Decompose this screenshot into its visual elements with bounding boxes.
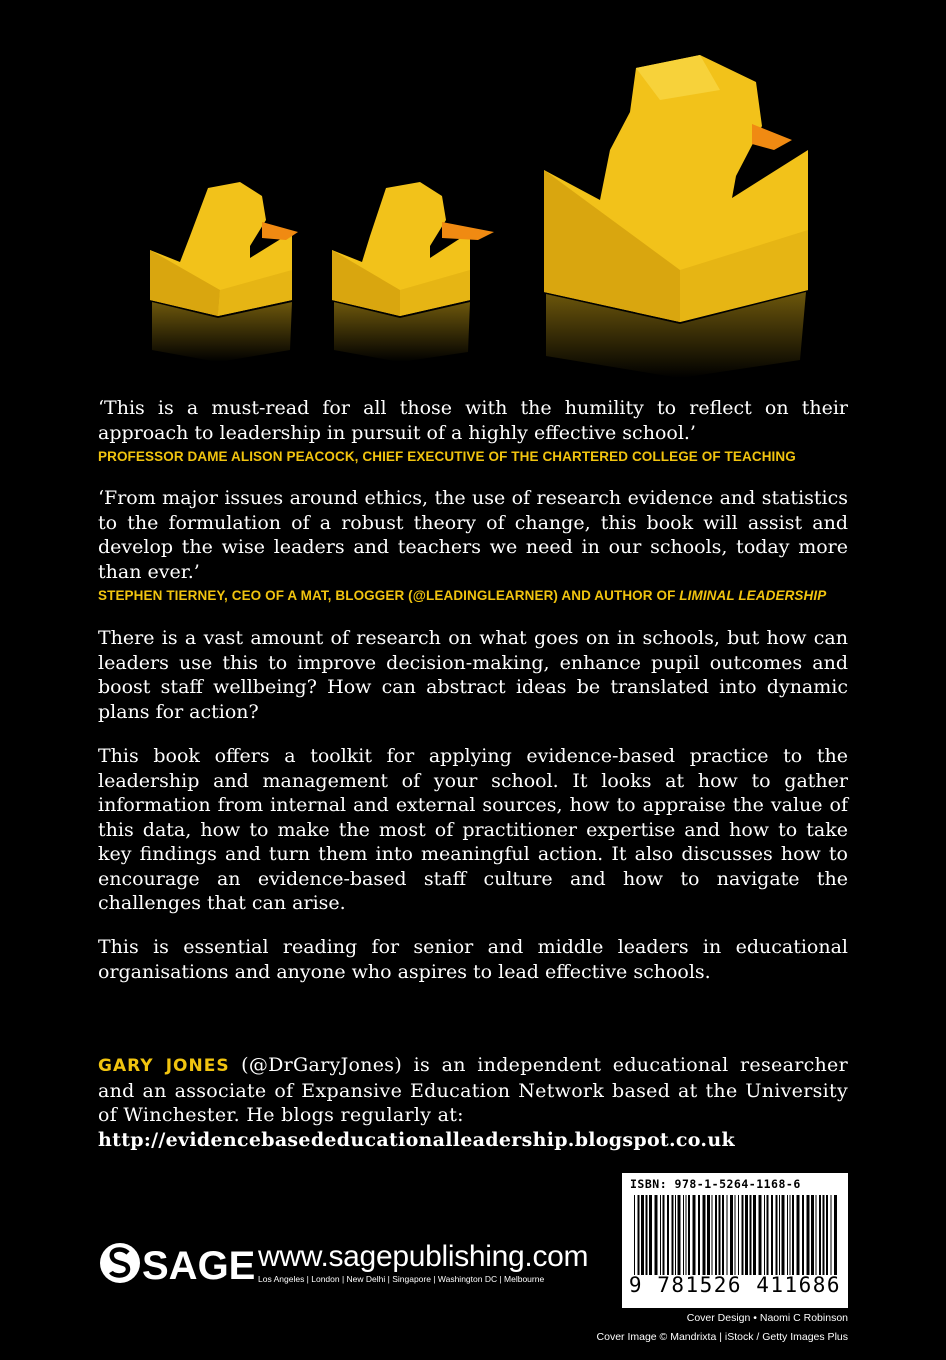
publisher-cities: Los Angeles | London | New Delhi | Singapore | Washington DC | Melbourne: [258, 1274, 545, 1284]
endorsement-quote-2: [98, 486, 848, 603]
barcode-bar: [750, 1195, 752, 1275]
isbn-label: ISBN: 978-1-5264-1168-6: [630, 1177, 801, 1191]
barcode-bar: [802, 1195, 804, 1275]
author-blog-url[interactable]: http://evidencebasededucationalleadership.blogspot.co.uk: [98, 1128, 735, 1151]
barcode-bar: [715, 1195, 717, 1275]
barcode-bar: [667, 1195, 669, 1275]
publisher-url[interactable]: www.sagepublishing.com: [258, 1240, 589, 1273]
author-bio: [98, 1053, 848, 1152]
barcode-bar: [688, 1195, 690, 1275]
barcode-bar: [819, 1195, 821, 1275]
barcode-bar: [790, 1195, 791, 1275]
blurb-paragraph-1: There is a vast amount of research on what goes on in schools, but how can leaders use this to improve decision-making, enhance pupil outcomes and boost staff wellbeing? How can abstract ideas be translated into dynamic plans for action?: [98, 627, 848, 723]
barcode-bar: [787, 1195, 788, 1275]
barcode-bar: [735, 1195, 736, 1275]
barcode-bar: [712, 1195, 713, 1275]
barcode-bar: [678, 1195, 681, 1275]
barcode-bar: [722, 1195, 724, 1275]
barcode-bar: [807, 1195, 810, 1275]
barcode-bar: [641, 1195, 644, 1275]
barcode-bar: [745, 1195, 748, 1275]
barcode-bar: [683, 1195, 684, 1275]
cover-design-credit: Cover Design • Naomi C Robinson: [686, 1312, 848, 1324]
barcode-bar: [834, 1195, 837, 1275]
barcode-bar: [693, 1195, 696, 1275]
barcode-bars: [634, 1195, 840, 1275]
barcode-bar: [831, 1195, 832, 1275]
barcode-bar: [779, 1195, 780, 1275]
barcode-bar: [707, 1195, 710, 1275]
barcode-bar: [771, 1195, 773, 1275]
barcode-bar: [672, 1195, 674, 1275]
quote-2-text: ‘From major issues around ethics, the use of research evidence and statistics to the formulation of a robust theory of change, this book will assist and develop the wise leaders and teachers we need in our schools, today more than ever.’: [98, 487, 848, 583]
origami-ducks-illustration: [0, 0, 946, 380]
quote-2-attribution-prefix: STEPHEN TIERNEY, CEO OF A MAT, BLOGGER (@LEADINGLEARNER) AND AUTHOR OF: [98, 588, 680, 603]
barcode-bar: [738, 1195, 739, 1275]
sage-logo: [98, 1235, 258, 1291]
author-name: GARY JONES: [98, 1056, 230, 1076]
barcode-bar: [767, 1195, 769, 1275]
barcode-bar: [638, 1195, 640, 1275]
small-duck-middle: [332, 182, 494, 362]
quote-1-text: ‘This is a must-read for all those with the humility to reflect on their approach to leadership in pursuit of a highly effective school.’: [98, 397, 848, 444]
sage-logo-wordmark: SAGE: [142, 1244, 256, 1288]
barcode-bar: [753, 1195, 756, 1275]
quote-2-attribution-title: LIMINAL LEADERSHIP: [679, 588, 827, 603]
barcode-bar: [782, 1195, 785, 1275]
barcode-bar: [764, 1195, 765, 1275]
barcode-bar: [727, 1195, 728, 1275]
barcode-bar: [759, 1195, 762, 1275]
blurb-paragraph-3: This is essential reading for senior and middle leaders in educational organisations and anyone who aspires to lead effective schools.: [98, 936, 848, 983]
barcode-bar: [816, 1195, 817, 1275]
barcode-bar: [686, 1195, 687, 1275]
barcode-bar: [719, 1195, 721, 1275]
barcode-bar: [792, 1195, 794, 1275]
barcode-bar: [703, 1195, 706, 1275]
barcode-bar: [655, 1195, 658, 1275]
quote-2-attribution: [98, 588, 848, 603]
barcode-bar: [698, 1195, 700, 1275]
large-duck-right: [544, 55, 808, 378]
barcode-bar: [742, 1195, 744, 1275]
cover-image-credit: Cover Image © Mandrixta | iStock / Getty Images Plus: [596, 1331, 848, 1343]
barcode-bar: [646, 1195, 648, 1275]
barcode-bar: [797, 1195, 800, 1275]
barcode-bar: [634, 1195, 635, 1275]
barcode-bar: [660, 1195, 661, 1275]
small-duck-left: [150, 182, 298, 362]
barcode-bar: [811, 1195, 814, 1275]
barcode-bar: [730, 1195, 733, 1275]
barcode-bar: [826, 1195, 828, 1275]
quote-1-attribution: PROFESSOR DAME ALISON PEACOCK, CHIEF EXECUTIVE OF THE CHARTERED COLLEGE OF TEACHING: [98, 449, 796, 464]
barcode-bar: [649, 1195, 652, 1275]
barcode-bar: [663, 1195, 665, 1275]
endorsement-quote-1: [98, 396, 848, 464]
isbn-barcode: [622, 1173, 848, 1308]
author-bio-text: (@DrGaryJones) is an independent educational researcher and an associate of Expansive Education Network based at the University of Winchester. He blogs regularly at:: [98, 1054, 848, 1126]
blurb-paragraph-2: This book offers a toolkit for applying evidence-based practice to the leadership and management of your school. It looks at how to gather information from internal and external sources, how to appraise the value of this data, how to make the most of practitioner expertise and how to take key findings and turn them into meaningful action. It also discusses how to encourage an evidence-based staff culture and how to navigate the challenges that can arise.: [98, 745, 848, 914]
barcode-bar: [675, 1195, 676, 1275]
barcode-bar: [776, 1195, 778, 1275]
barcode-bar: [823, 1195, 825, 1275]
barcode-digits: 9 781526 411686: [628, 1273, 842, 1297]
